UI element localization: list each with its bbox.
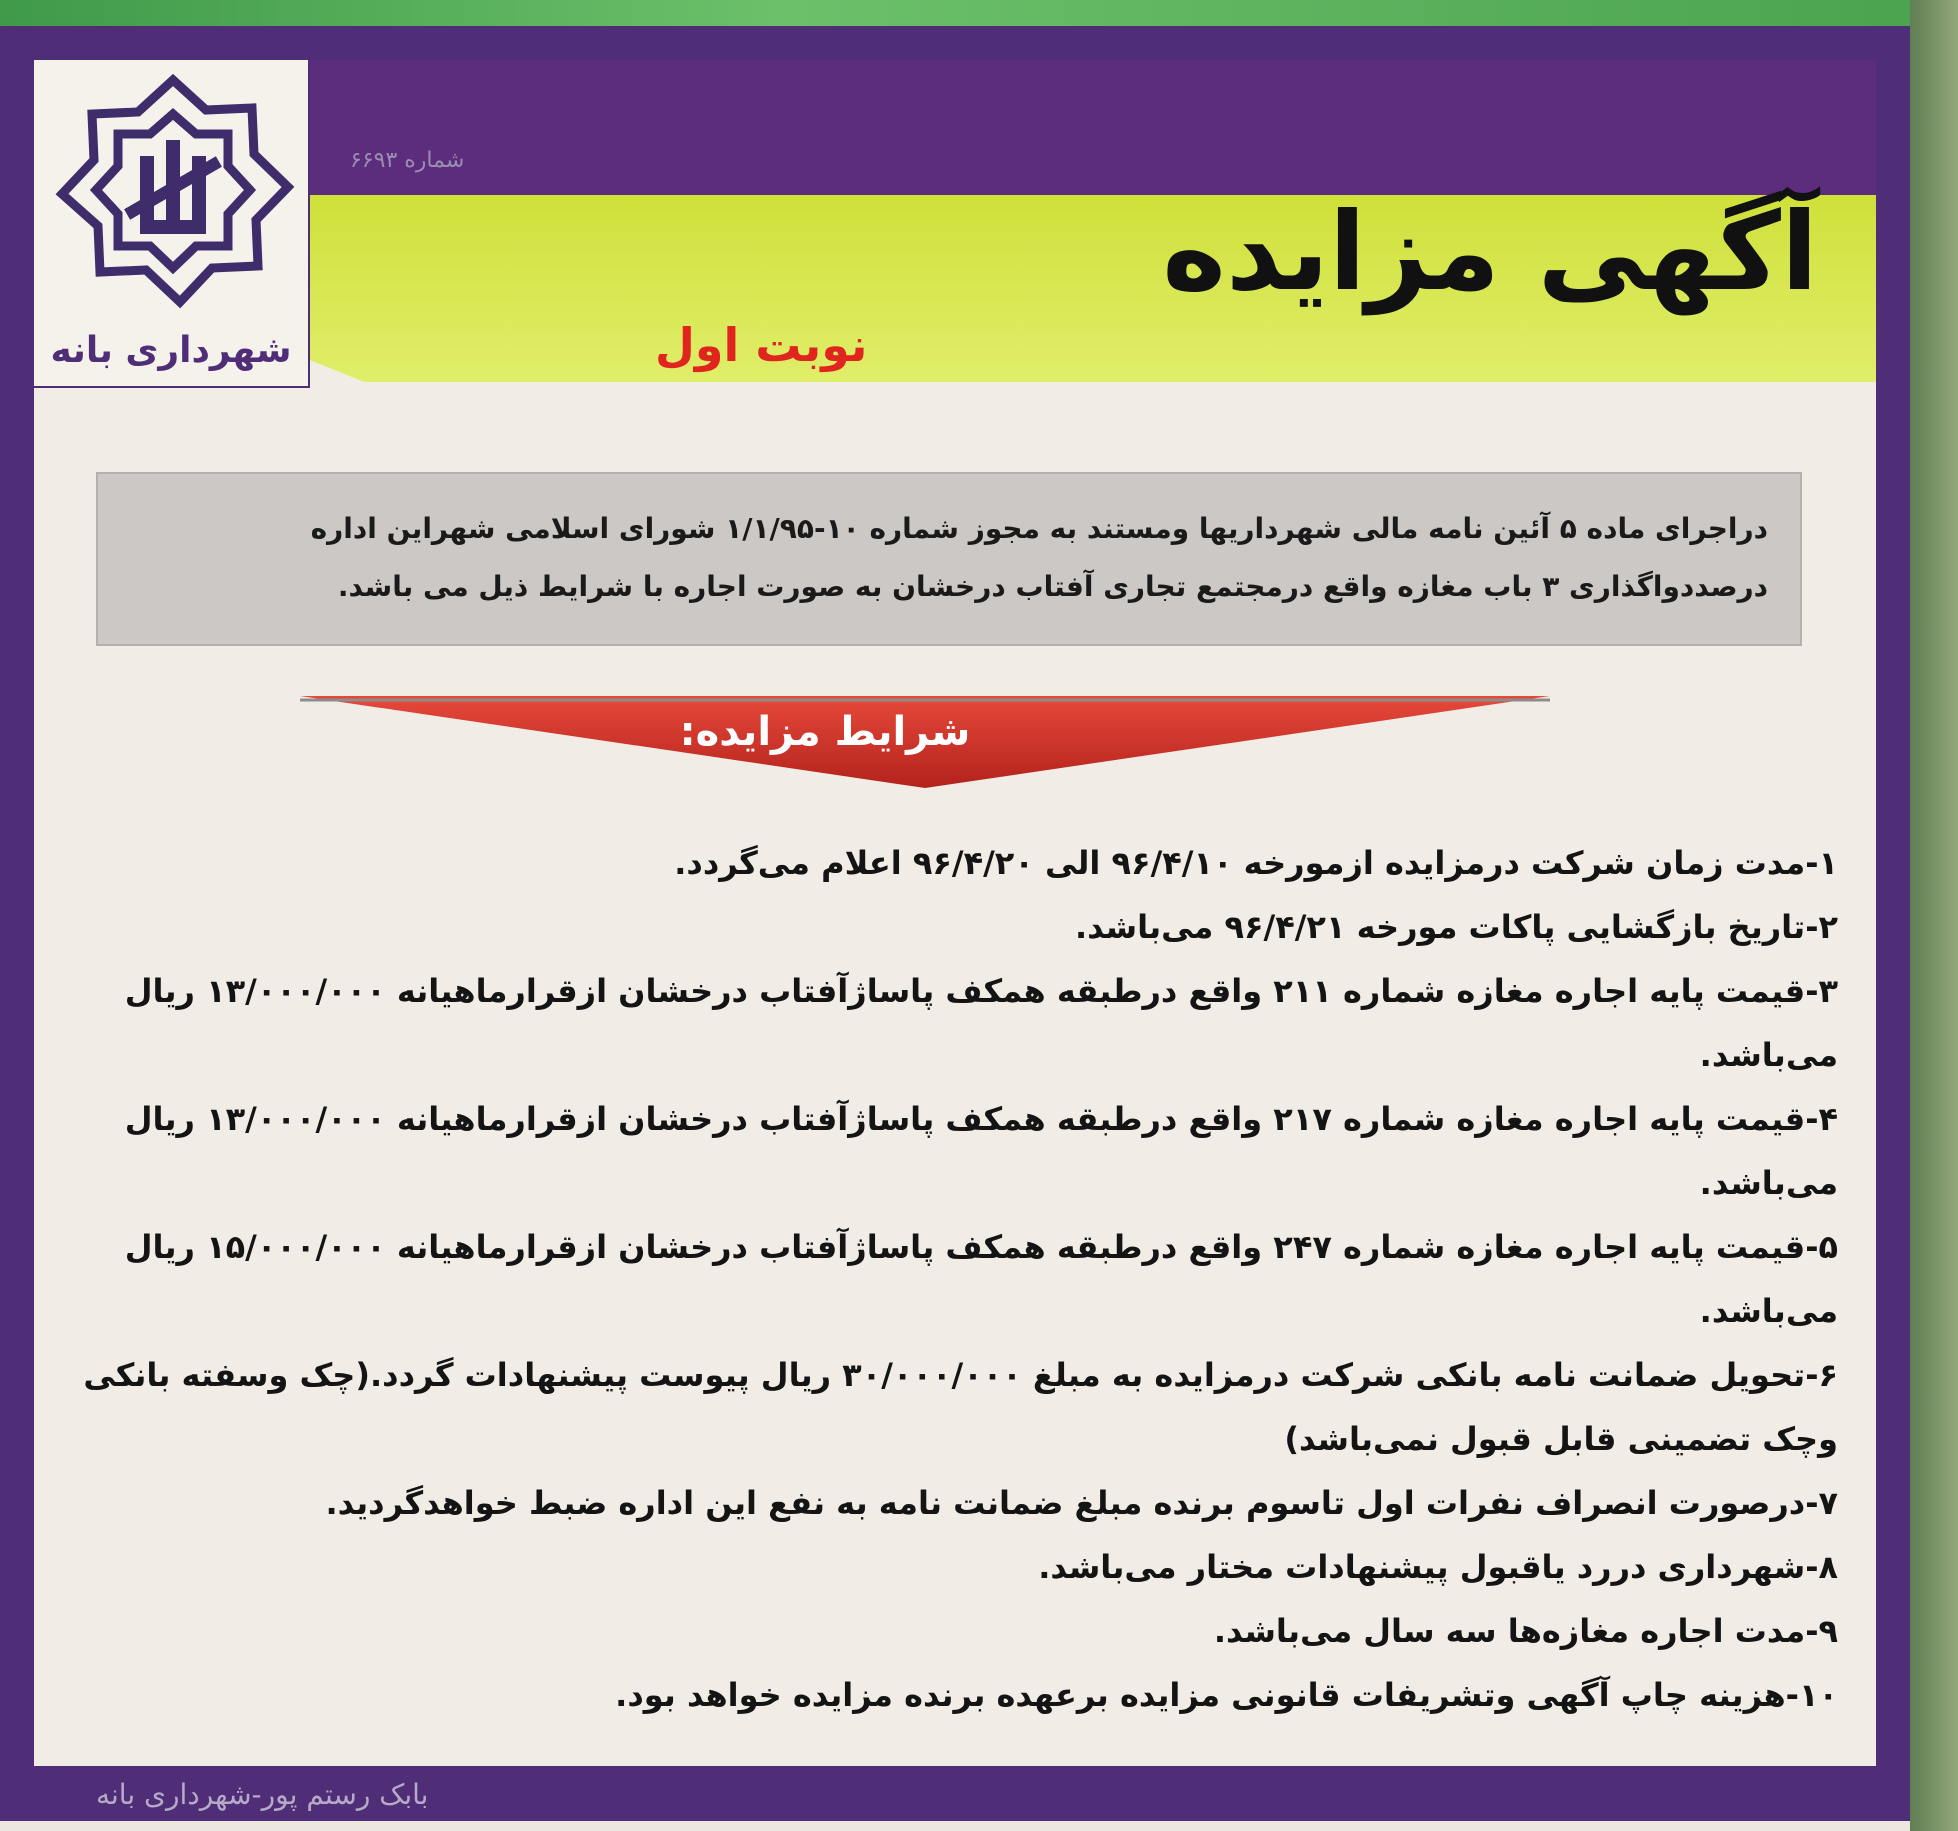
condition-item: ۷-درصورت انصراف نفرات اول تاسوم برنده مبلغ ضمانت نامه به نفع این اداره ضبط خواهدگردید. [325,1484,1838,1522]
logo-box [34,60,310,388]
condition-item: ۸-شهرداری دررد یاقبول پیشنهادات مختار می‌باشد. [1038,1548,1838,1586]
intro-line-2: درصددواگذاری ۳ باب مغازه واقع درمجتمع تجاری آفتاب درخشان به صورت اجاره با شرایط ذیل می باشد. [337,570,1768,603]
condition-item: ۱۰-هزینه چاپ آگهی وتشریفات قانونی مزایده برعهده برنده مزایده خواهد بود. [615,1676,1838,1714]
condition-item: ۵-قیمت پایه اجاره مغازه شماره ۲۴۷ واقع درطبقه همکف پاساژآفتاب درخشان ازقرارماهیانه ۱۵/۰۰۰/۰۰۰ ریال می‌باشد. [124,1228,1838,1330]
intro-box [96,472,1802,646]
municipality-emblem-icon [48,70,298,320]
condition-item: ۳-قیمت پایه اجاره مغازه شماره ۲۱۱ واقع درطبقه همکف پاساژآفتاب درخشان ازقرارماهیانه ۱۳/۰۰۰/۰۰۰ ریال می‌باشد. [124,972,1838,1074]
condition-item: ۹-مدت اجاره مغازه‌ها سه سال می‌باشد. [1213,1612,1838,1650]
logo-name: شهرداری بانه [50,330,292,371]
top-green-strip [0,0,1958,26]
round-label: نوبت اول [655,318,868,372]
condition-item: ۲-تاریخ بازگشایی پاکات مورخه ۹۶/۴/۲۱ می‌باشد. [1074,908,1838,946]
ad-title: آگهی مزایده [1162,190,1818,315]
condition-item: ۴-قیمت پایه اجاره مغازه شماره ۲۱۷ واقع درطبقه همکف پاساژآفتاب درخشان ازقرارماهیانه ۱۳/۰۰۰/۰۰۰ ریال می‌باشد. [124,1100,1838,1202]
condition-item: ۶-تحویل ضمانت نامه بانکی شرکت درمزایده به مبلغ ۳۰/۰۰۰/۰۰۰ ریال پیوست پیشنهادات گردد.(چک وسفته بانکی وچک تضمینی قابل قبول نمی‌باشد) [83,1356,1838,1458]
footer-credit: بابک رستم پور-شهرداری بانه [96,1778,429,1811]
intro-line-1: دراجرای ماده ۵ آئین نامه مالی شهرداریها ومستند به مجوز شماره ۱۰-۱/۱/۹۵ شورای اسلامی شهراین اداره [310,512,1768,545]
right-page-edge [1910,0,1958,1831]
ad-frame [0,26,1910,1821]
conditions-list [70,831,1838,1727]
conditions-title: شرایط مزایده: [679,709,971,755]
condition-item: ۱-مدت زمان شرکت درمزایده ازمورخه ۹۶/۴/۱۰ الی ۹۶/۴/۲۰ اعلام می‌گردد. [674,844,1838,882]
issue-number: شماره ۶۶۹۳ [350,148,465,173]
